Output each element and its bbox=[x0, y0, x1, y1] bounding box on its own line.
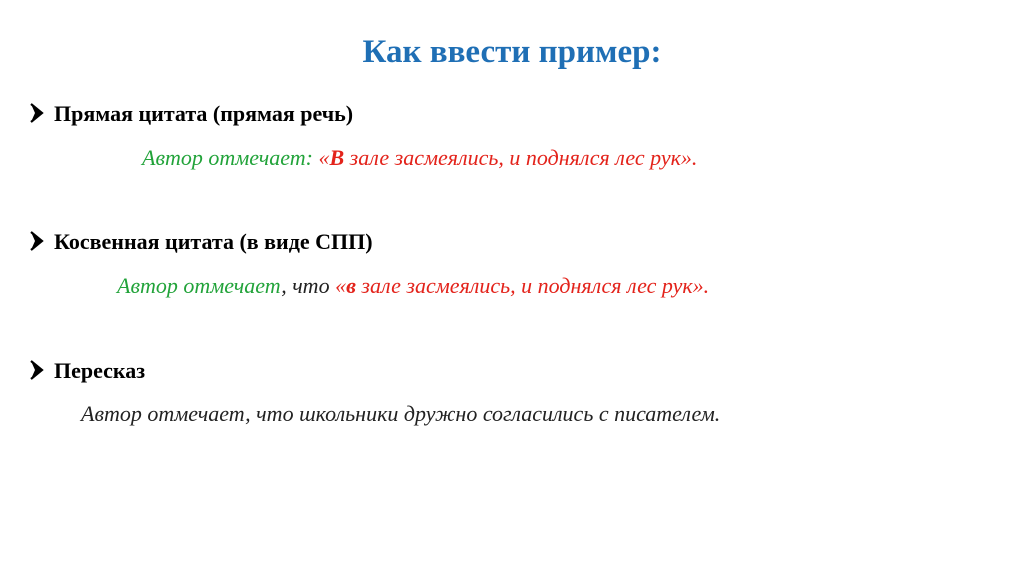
bullet-heading-indirect-quote bbox=[28, 228, 373, 256]
quote-text: зале засмеялись, и поднялся лес рук». bbox=[344, 145, 698, 170]
quote-text: зале засмеялись, и поднялся лес рук». bbox=[355, 273, 710, 298]
heading-text: Пересказ bbox=[54, 358, 146, 383]
author-phrase: Автор отмечает: bbox=[142, 145, 319, 170]
heading-text: Прямая цитата (прямая речь) bbox=[54, 101, 354, 126]
arrow-bullet-icon bbox=[28, 102, 54, 124]
example-indirect-quote bbox=[117, 272, 709, 300]
example-direct-quote bbox=[142, 144, 697, 172]
quote-first-letter: в bbox=[346, 273, 356, 298]
quote-open: « bbox=[318, 145, 330, 170]
example-retelling: Автор отмечает, что школьники дружно согласились с писателем. bbox=[81, 401, 721, 426]
heading-text: Косвенная цитата (в виде СПП) bbox=[54, 229, 373, 254]
arrow-bullet-icon bbox=[28, 230, 54, 252]
quote-open: « bbox=[335, 273, 347, 298]
bullet-heading-direct-quote bbox=[28, 100, 353, 128]
connector-text: , что bbox=[281, 273, 336, 298]
slide-title: Как ввести пример: bbox=[362, 34, 662, 70]
quote-first-letter: В bbox=[329, 145, 345, 170]
bullet-heading-retelling bbox=[28, 357, 145, 385]
author-phrase: Автор отмечает bbox=[117, 273, 282, 298]
arrow-bullet-icon bbox=[28, 359, 54, 381]
